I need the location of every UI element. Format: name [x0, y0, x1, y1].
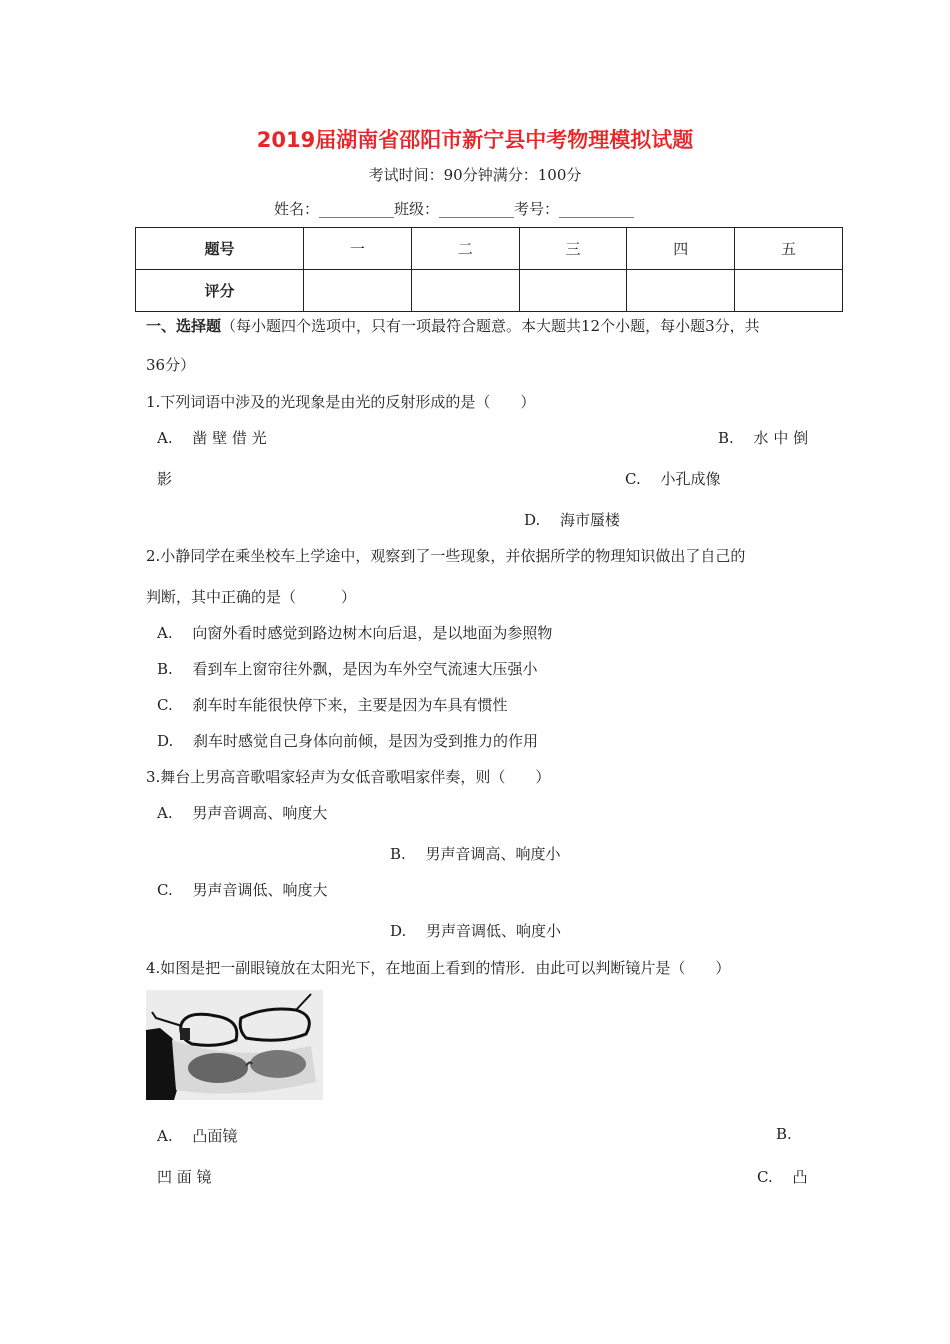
q2-option-b: B. 看到车上窗帘往外飘，是因为车外空气流速大压强小 — [157, 660, 538, 678]
name-label: 姓名： — [274, 200, 320, 218]
q1-option-b: B. 水 中 倒 — [718, 429, 809, 447]
score-cell[interactable] — [735, 270, 843, 312]
number-label: 考号： — [514, 200, 560, 218]
question-4-stem: 4.如图是把一副眼镜放在太阳光下，在地面上看到的情形．由此可以判断镜片是（ ） — [146, 959, 731, 977]
section-heading: 一、选择题 — [146, 317, 222, 335]
column-label: 五 — [735, 228, 843, 270]
number-blank[interactable]: __________ — [559, 200, 635, 218]
q2-option-d: D. 刹车时感觉自己身体向前倾，是因为受到推力的作用 — [157, 732, 539, 750]
instructions-text: （每小题四个选项中，只有一项最符合题意。本大题共12个小题，每小题3分，共 — [221, 317, 760, 335]
score-cell[interactable] — [627, 270, 735, 312]
question-2-stem-continued: 判断，其中正确的是（ ） — [146, 588, 357, 606]
q1-option-d: D. 海市蜃楼 — [524, 511, 621, 529]
score-table-score-row — [136, 270, 843, 312]
name-blank[interactable]: __________ — [319, 200, 395, 218]
q4-option-c: C. 凸 — [757, 1168, 808, 1186]
score-cell[interactable] — [411, 270, 519, 312]
section-instructions — [146, 315, 760, 336]
column-label: 四 — [627, 228, 735, 270]
q2-option-c: C. 刹车时车能很快停下来，主要是因为车具有惯性 — [157, 696, 508, 714]
column-label: 二 — [411, 228, 519, 270]
q4-option-a: A. 凸面镜 — [157, 1127, 238, 1145]
question-2-stem: 2.小静同学在乘坐校车上学途中，观察到了一些现象，并依据所学的物理知识做出了自己的 — [146, 547, 746, 565]
column-label: 三 — [519, 228, 627, 270]
class-blank[interactable]: __________ — [439, 200, 515, 218]
question-1-stem: 1.下列词语中涉及的光现象是由光的反射形成的是（ ） — [146, 393, 536, 411]
score-table — [135, 227, 843, 312]
q3-option-d: D. 男声音调低、响度小 — [390, 922, 562, 940]
q3-option-c: C. 男声音调低、响度大 — [157, 881, 328, 899]
score-label: 评分 — [136, 270, 304, 312]
question-3-stem: 3.舞台上男高音歌唱家轻声为女低音歌唱家伴奏，则（ ） — [146, 768, 551, 786]
exam-info: 考试时间：90分钟满分：100分 — [368, 166, 582, 184]
q1-option-b-continued: 影 — [157, 470, 173, 488]
q4-option-b-continued: 凹 面 镜 — [157, 1168, 212, 1186]
question-number-label: 题号 — [136, 228, 304, 270]
glasses-shadow-photo — [146, 990, 323, 1100]
score-cell[interactable] — [304, 270, 412, 312]
student-info-line — [274, 198, 634, 219]
q2-option-a: A. 向窗外看时感觉到路边树木向后退，是以地面为参照物 — [157, 624, 553, 642]
q4-option-b: B. — [776, 1125, 792, 1143]
q1-option-c: C. 小孔成像 — [625, 470, 721, 488]
q1-option-a: A. 凿 壁 借 光 — [157, 429, 267, 447]
q3-option-a: A. 男声音调高、响度大 — [157, 804, 328, 822]
instructions-continued: 36分） — [146, 356, 196, 374]
exam-title: 2019届湖南省邵阳市新宁县中考物理模拟试题 — [256, 128, 694, 152]
score-cell[interactable] — [519, 270, 627, 312]
score-table-header-row — [136, 228, 843, 270]
column-label: 一 — [304, 228, 412, 270]
class-label: 班级： — [394, 200, 440, 218]
q3-option-b: B. 男声音调高、响度小 — [390, 845, 561, 863]
glasses-icon — [146, 990, 323, 1100]
